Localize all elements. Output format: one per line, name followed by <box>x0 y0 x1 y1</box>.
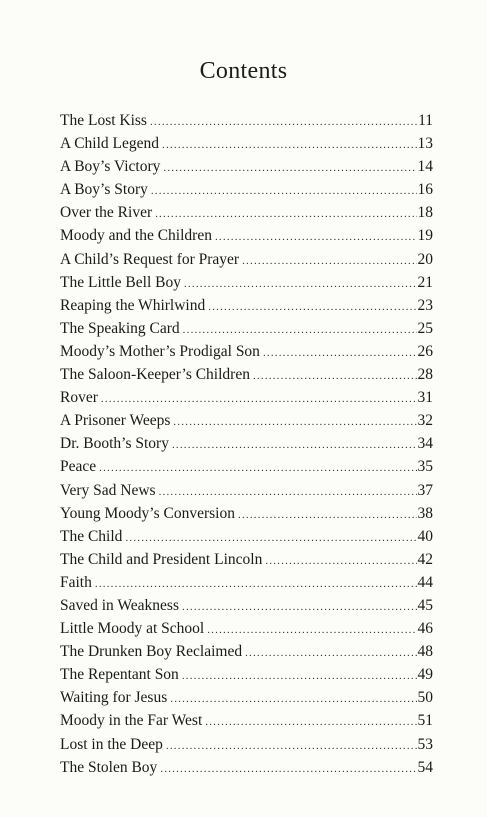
dot-leader <box>208 301 416 313</box>
toc-entry-page-number: 54 <box>417 758 433 776</box>
toc-entry-page-number: 49 <box>417 666 433 684</box>
toc-entry-page-number: 53 <box>417 735 433 753</box>
toc-entry <box>60 505 433 528</box>
toc-entry-title: The Drunken Boy Reclaimed <box>60 643 243 661</box>
toc-entry <box>60 389 433 412</box>
toc-entry <box>60 689 433 712</box>
toc-entry-page-number: 48 <box>417 643 433 661</box>
toc-entry <box>60 712 433 735</box>
toc-entry-page-number: 44 <box>417 573 433 591</box>
toc-entry-title: A Boy’s Victory <box>60 158 161 176</box>
toc-entry-page-number: 25 <box>417 319 433 337</box>
dot-leader <box>172 439 417 451</box>
toc-entry <box>60 482 433 505</box>
toc-entry-title: Lost in the Deep <box>60 735 163 753</box>
dot-leader <box>99 462 416 474</box>
toc-entry-page-number: 46 <box>417 620 433 638</box>
toc-entry <box>60 158 433 181</box>
dot-leader <box>150 116 417 128</box>
toc-entry-page-number: 21 <box>417 273 433 291</box>
toc-entry-title: The Speaking Card <box>60 319 180 337</box>
dot-leader <box>182 670 417 682</box>
dot-leader <box>265 555 416 567</box>
dot-leader <box>162 139 416 151</box>
toc-entry <box>60 320 433 343</box>
toc-entry-title: Reaping the Whirlwind <box>60 296 206 314</box>
toc-entry-page-number: 11 <box>418 112 433 129</box>
toc-entry <box>60 343 433 366</box>
dot-leader <box>215 231 417 243</box>
toc-entry-page-number: 28 <box>417 366 433 384</box>
dot-leader <box>160 763 416 775</box>
toc-entry-title: Saved in Weakness <box>60 596 179 614</box>
toc-entry-title: Moody in the Far West <box>60 712 203 730</box>
toc-entry-title: Young Moody’s Conversion <box>60 504 235 522</box>
toc-entry-title: A Child’s Request for Prayer <box>60 250 240 268</box>
toc-entry <box>60 274 433 297</box>
toc-entry-page-number: 31 <box>417 389 433 407</box>
toc-entry-page-number: 26 <box>417 342 433 360</box>
toc-entry-page-number: 16 <box>417 181 433 199</box>
toc-entry <box>60 251 433 274</box>
toc-entry-page-number: 19 <box>417 227 433 245</box>
toc-entry-title: The Little Bell Boy <box>60 273 181 291</box>
toc-entry-title: Rover <box>60 389 98 407</box>
dot-leader <box>125 532 416 544</box>
toc-entry <box>60 297 433 320</box>
toc-entry-title: The Repentant Son <box>60 666 179 684</box>
toc-entry-title: The Child and President Lincoln <box>60 550 263 568</box>
toc-entry-page-number: 34 <box>417 435 433 453</box>
toc-entry-title: The Child <box>60 527 123 545</box>
toc-entry-page-number: 50 <box>417 689 433 707</box>
toc-entry <box>60 181 433 204</box>
toc-entry <box>60 759 433 782</box>
toc-entry <box>60 227 433 250</box>
toc-entry-title: The Lost Kiss <box>60 112 147 129</box>
dot-leader <box>238 509 417 521</box>
toc-entry-title: Moody and the Children <box>60 227 212 245</box>
dot-leader <box>155 208 416 220</box>
toc-entry-page-number: 38 <box>417 504 433 522</box>
toc-entry <box>60 412 433 435</box>
toc-entry-page-number: 14 <box>417 158 433 176</box>
dot-leader <box>170 693 416 705</box>
dot-leader <box>253 370 417 382</box>
toc-entry <box>60 597 433 620</box>
toc-entry-title: The Saloon-Keeper’s Children <box>60 366 250 384</box>
toc-entry-title: Waiting for Jesus <box>60 689 168 707</box>
toc-entry <box>60 643 433 666</box>
toc-entry-title: The Stolen Boy <box>60 758 158 776</box>
dot-leader <box>182 601 417 613</box>
toc-entry <box>60 435 433 458</box>
toc-entry <box>60 736 433 759</box>
toc-list <box>60 112 433 782</box>
toc-entry-page-number: 40 <box>417 527 433 545</box>
dot-leader <box>205 716 416 728</box>
dot-leader <box>184 278 417 290</box>
toc-entry <box>60 204 433 227</box>
toc-entry <box>60 366 433 389</box>
toc-entry-title: Moody’s Mother’s Prodigal Son <box>60 342 260 360</box>
toc-entry-page-number: 37 <box>417 481 433 499</box>
toc-entry-title: Over the River <box>60 204 153 222</box>
toc-entry-page-number: 35 <box>417 458 433 476</box>
toc-entry <box>60 458 433 481</box>
toc-entry <box>60 112 433 135</box>
dot-leader <box>95 578 417 590</box>
dot-leader <box>245 647 416 659</box>
toc-entry <box>60 666 433 689</box>
dot-leader <box>159 486 417 498</box>
dot-leader <box>163 162 416 174</box>
toc-entry-page-number: 42 <box>417 550 433 568</box>
toc-entry <box>60 574 433 597</box>
toc-entry <box>60 135 433 158</box>
dot-leader <box>242 255 416 267</box>
toc-entry-title: Very Sad News <box>60 481 156 499</box>
toc-entry-page-number: 23 <box>417 296 433 314</box>
toc-entry-page-number: 20 <box>417 250 433 268</box>
toc-entry-page-number: 13 <box>417 135 433 153</box>
toc-entry-title: Peace <box>60 458 97 476</box>
toc-entry-title: Little Moody at School <box>60 620 205 638</box>
toc-entry <box>60 551 433 574</box>
toc-entry-title: A Boy’s Story <box>60 181 148 199</box>
dot-leader <box>101 393 417 405</box>
toc-entry <box>60 620 433 643</box>
page-title: Contents <box>199 58 288 84</box>
dot-leader <box>263 347 417 359</box>
toc-entry-title: Dr. Booth’s Story <box>60 435 169 453</box>
dot-leader <box>207 624 416 636</box>
dot-leader <box>151 185 417 197</box>
toc-entry-page-number: 45 <box>417 596 433 614</box>
toc-entry-title: A Child Legend <box>60 135 160 153</box>
toc-entry-title: Faith <box>60 573 92 591</box>
dot-leader <box>183 324 417 336</box>
toc-entry-page-number: 51 <box>417 712 433 730</box>
dot-leader <box>166 740 417 752</box>
toc-entry-page-number: 32 <box>417 412 433 430</box>
toc-entry-page-number: 18 <box>417 204 433 222</box>
toc-entry-title: A Prisoner Weeps <box>60 412 171 430</box>
dot-leader <box>173 416 416 428</box>
toc-entry <box>60 528 433 551</box>
